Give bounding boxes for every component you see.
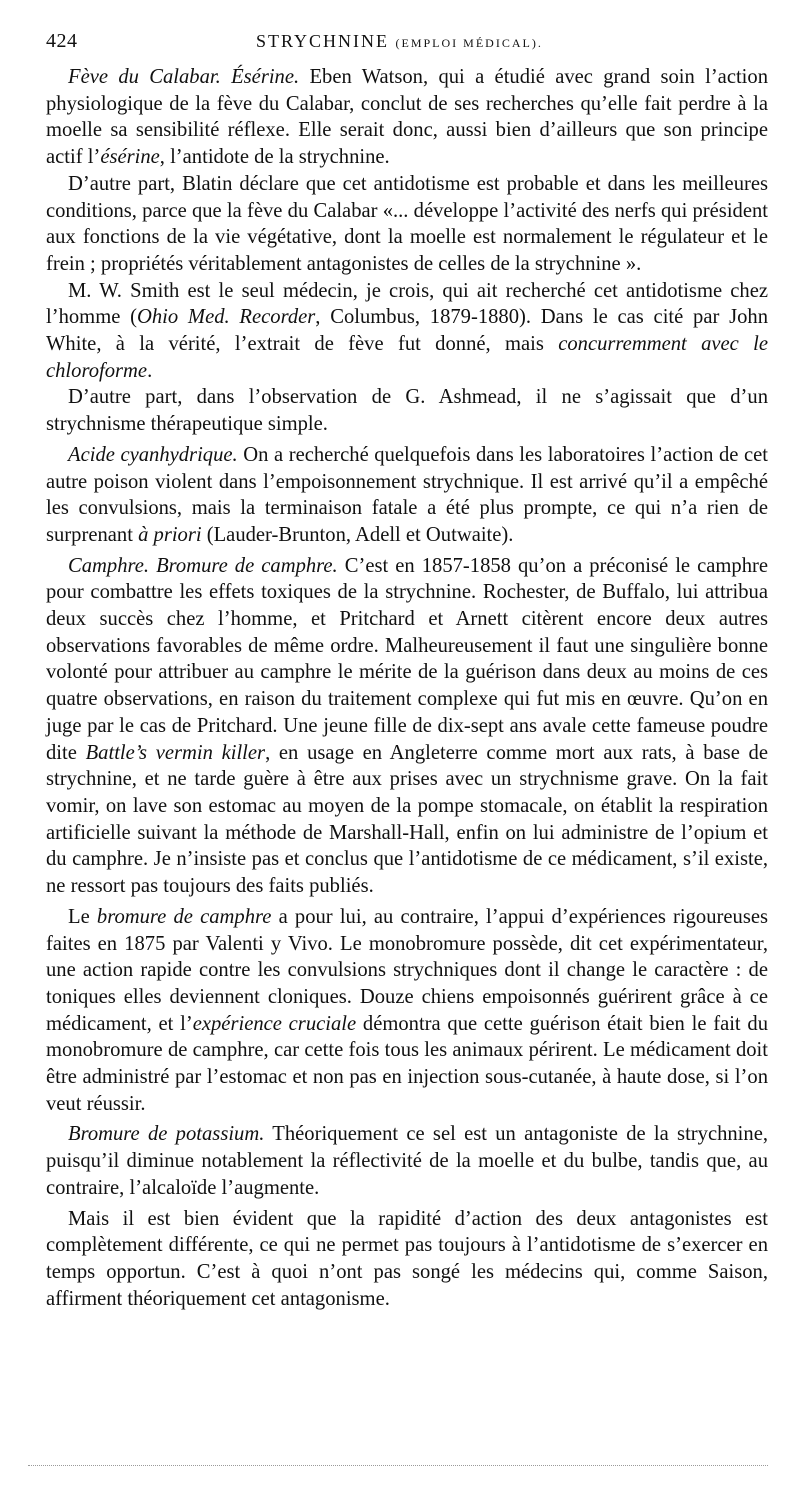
italic-text: concurremment avec le chloroforme	[46, 333, 768, 382]
text-run: D’autre part, Blatin déclare que cet antidotisme est probable et dans les meilleures conditions, parce que la fève du Calabar «... développe l’activité des nerfs qui président aux fonctions de la vie végétative, dont la moelle est normalement le régulateur et le frein ; propriétés véritablement antagonistes de celles de la strychnine ».	[46, 172, 768, 275]
running-title-main: STRYCHNINE	[256, 31, 390, 51]
text-run: .	[147, 359, 153, 382]
paragraph	[46, 64, 768, 171]
footer-rule	[28, 1465, 768, 1466]
paragraph-lead: Fève du Calabar. Ésérine.	[68, 66, 300, 88]
paragraph	[46, 442, 768, 549]
text-run: , en usage en Angleterre comme mort aux rats, à base de strychnine, et ne tarde guère à être aux prises avec un strychnisme grave. On la fait vomir, on lave son estomac au moyen de la pompe stomacale, on établit la respiration artificielle suivant la méthode de Marshall-Hall, enfin on lui administre de l’opium et du camphre. Je n’insiste pas et conclus que l’antidotisme de ce médicament, s’il existe, ne ressort pas toujours des faits publiés.	[46, 741, 768, 898]
running-title	[256, 31, 543, 52]
text-run: Théoriquement ce sel est un antagoniste de la strychnine, puisqu’il diminue notablement la réflectivité de la moelle et du bulbe, tandis que, au contraire, l’alcaloïde l’augmente.	[46, 1123, 768, 1199]
page-number: 424	[46, 30, 78, 52]
text-run: M. W. Smith est le seul médecin, je crois, qui ait recherché cet antidotisme chez l’homme (	[46, 279, 768, 329]
page-header	[46, 30, 768, 64]
paragraph	[46, 278, 768, 385]
paragraph-lead: Bromure de potassium.	[68, 1123, 265, 1146]
text-run: Mais il est bien évident que la rapidité d’action des deux antagonistes est complètement différente, ce qui ne permet pas toujours à l’antidotisme de s’exercer en temps opportun. C’est à quoi n’ont pas songé les médecins qui, comme Saison, affirment théoriquement cet antagonisme.	[46, 1207, 768, 1310]
text-run: On a recherché quelquefois dans les laboratoires l’action de cet autre poison violent dans l’empoisonnement strychnique. Il est arrivé qu’il a empêché les convulsions, mais la terminaison fatale a été plus prompte, ce qui n’a rien de surprenant	[46, 443, 768, 546]
text-run: D’autre part, dans l’observation de G. Ashmead, il ne s’agissait que d’un strychnisme thérapeutique simple.	[46, 386, 768, 436]
text-run: Eben Watson, qui a étudié avec grand soin l’action physiologique de la fève du Calabar, conclut de ses recherches qu’elle fait perdre à la moelle sa sensibilité réflexe. Elle serait donc, aussi bien d’ailleurs que son principe actif l’	[46, 66, 768, 169]
text-run: C’est en 1857-1858 qu’on a préconisé le camphre pour combattre les effets toxiques de la strychnine. Rochester, de Buffalo, lui attribua deux succès chez l’homme, et Pritchard et Arnett citèrent encore deux autres observations favorables de même ordre. Malheureusement il faut une singulière bonne volonté pour attribuer au camphre le mérite de la guérison dans deux au moins de ces quatre observations, en raison du traitement complexe qui fut mis en œuvre. Qu’on en juge par le cas de Pritchard. Une jeune fille de dix-sept ans avale cette fameuse poudre dite	[46, 554, 768, 764]
text-run: , Columbus, 1879-1880). Dans le cas cité par John White, à la vérité, l’extrait de fève fut donné, mais	[46, 306, 769, 356]
text-run: (Lauder-Brunton, Adell et Outwaite).	[201, 523, 514, 546]
book-page	[46, 30, 768, 1312]
running-title-sub: (EMPLOI MÉDICAL).	[395, 36, 543, 50]
paragraph	[46, 1206, 768, 1313]
italic-text: à priori	[138, 523, 202, 546]
paragraph	[46, 1121, 768, 1201]
paragraph-lead: Camphre. Bromure de camphre.	[68, 554, 338, 577]
italic-text: ésérine	[100, 146, 160, 169]
text-run: a pour lui, au contraire, l’appui d’expériences rigoureuses faites en 1875 par Valenti y Vivo. Le monobromure possède, dit cet expérimentateur, une action rapide contre les convulsions strychniques dont il change le caractère : de toniques elles deviennent cloniques. Douze chiens empoisonnés guérirent grâce à ce médicament, et l’	[46, 905, 768, 1035]
text-run: Le	[68, 905, 97, 928]
paragraph	[46, 553, 768, 900]
text-run: démontra que cette guérison était bien le fait du monobromure de camphre, car cette fois tous les animaux périrent. Le médicament doit être administré par l’estomac et non pas en injection sous-cutanée, à haute dose, si l’on veut réussir.	[46, 1012, 768, 1115]
paragraph	[46, 904, 768, 1118]
italic-text: expérience cruciale	[192, 1012, 357, 1035]
paragraph	[46, 171, 768, 278]
paragraph	[46, 384, 768, 437]
body-text	[46, 64, 768, 1312]
italic-text: Battle’s vermin killer	[85, 741, 266, 764]
italic-text: Ohio Med. Recorder	[136, 306, 316, 329]
italic-text: bromure de camphre	[96, 905, 272, 928]
paragraph-lead: Acide cyanhydrique.	[68, 443, 238, 466]
text-run: , l’antidote de la strychnine.	[159, 146, 390, 169]
